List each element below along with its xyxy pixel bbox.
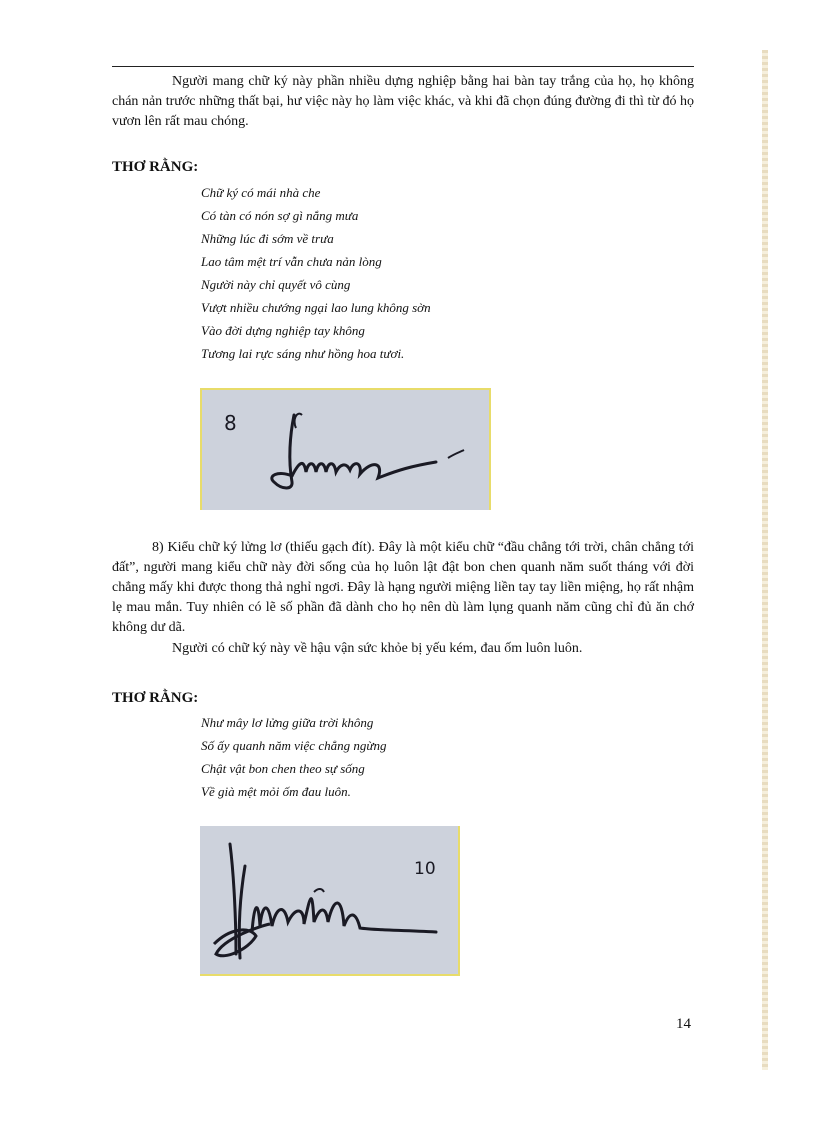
poem-line: Người này chỉ quyết vô cùng (201, 277, 351, 292)
heading-poem-1: THƠ RẰNG: (112, 159, 199, 175)
poem-line: Những lúc đi sớm về trưa (201, 231, 334, 246)
heading-poem-2: THƠ RẰNG: (112, 690, 199, 706)
poem-line: Vượt nhiều chướng ngại lao lung không sờn (201, 300, 431, 315)
paragraph-top: Người mang chữ ký này phần nhiều dựng nghiệp bằng hai bàn tay trắng của họ, họ không chán nản trước những thất bại, hư việc này họ làm việc khác, và khi đã chọn đúng đường đi thì từ đó họ vươn lên rất mau chóng. (112, 74, 694, 129)
paragraph-8: 8) Kiểu chữ ký lửng lơ (thiếu gạch đít). Đây là một kiểu chữ “đầu chẳng tới trời, chân chẳng tới đất”, người mang kiểu chữ này đời sống của họ luôn lật đật bon chen quanh năm suốt tháng với đời chẳng mấy khi được thong thả nghỉ ngơi. Đây là hạng người miệng liền tay tay liền miệng, họ rất nhậm lẹ mau mắn. Tuy nhiên có lẽ số phần đã dành cho họ nên dù làm lụng quanh năm cũng chỉ đủ ăn chớ không dư dã. (112, 540, 694, 635)
signature-10-drawing (200, 826, 458, 974)
signature-8-image (200, 388, 491, 510)
poem-line: Có tàn có nón sợ gì nắng mưa (201, 208, 359, 223)
signature-8-drawing (202, 390, 489, 510)
signature-10-number: 10 (414, 859, 436, 879)
poem-line: Số ấy quanh năm việc chẳng ngừng (201, 738, 387, 753)
poem-1 (201, 181, 431, 365)
poem-line: Chữ ký có mái nhà che (201, 185, 321, 200)
poem-line: Tương lai rực sáng như hồng hoa tươi. (201, 346, 405, 361)
page-edge-decoration (762, 50, 768, 1070)
signature-8-number: 8 (224, 411, 237, 435)
header-rule (112, 66, 694, 67)
page-number: 14 (676, 1016, 691, 1032)
poem-line: Như mây lơ lửng giữa trời không (201, 715, 374, 730)
paragraph-8b: Người có chữ ký này về hậu vận sức khỏe bị yếu kém, đau ốm luôn luôn. (172, 641, 583, 656)
poem-line: Chật vật bon chen theo sự sống (201, 761, 365, 776)
poem-line: Lao tâm mệt trí vẫn chưa nản lòng (201, 254, 382, 269)
poem-line: Về già mệt mỏi ốm đau luôn. (201, 784, 351, 799)
poem-2 (201, 711, 386, 803)
signature-10-image (200, 826, 460, 976)
poem-line: Vào đời dựng nghiệp tay không (201, 323, 365, 338)
